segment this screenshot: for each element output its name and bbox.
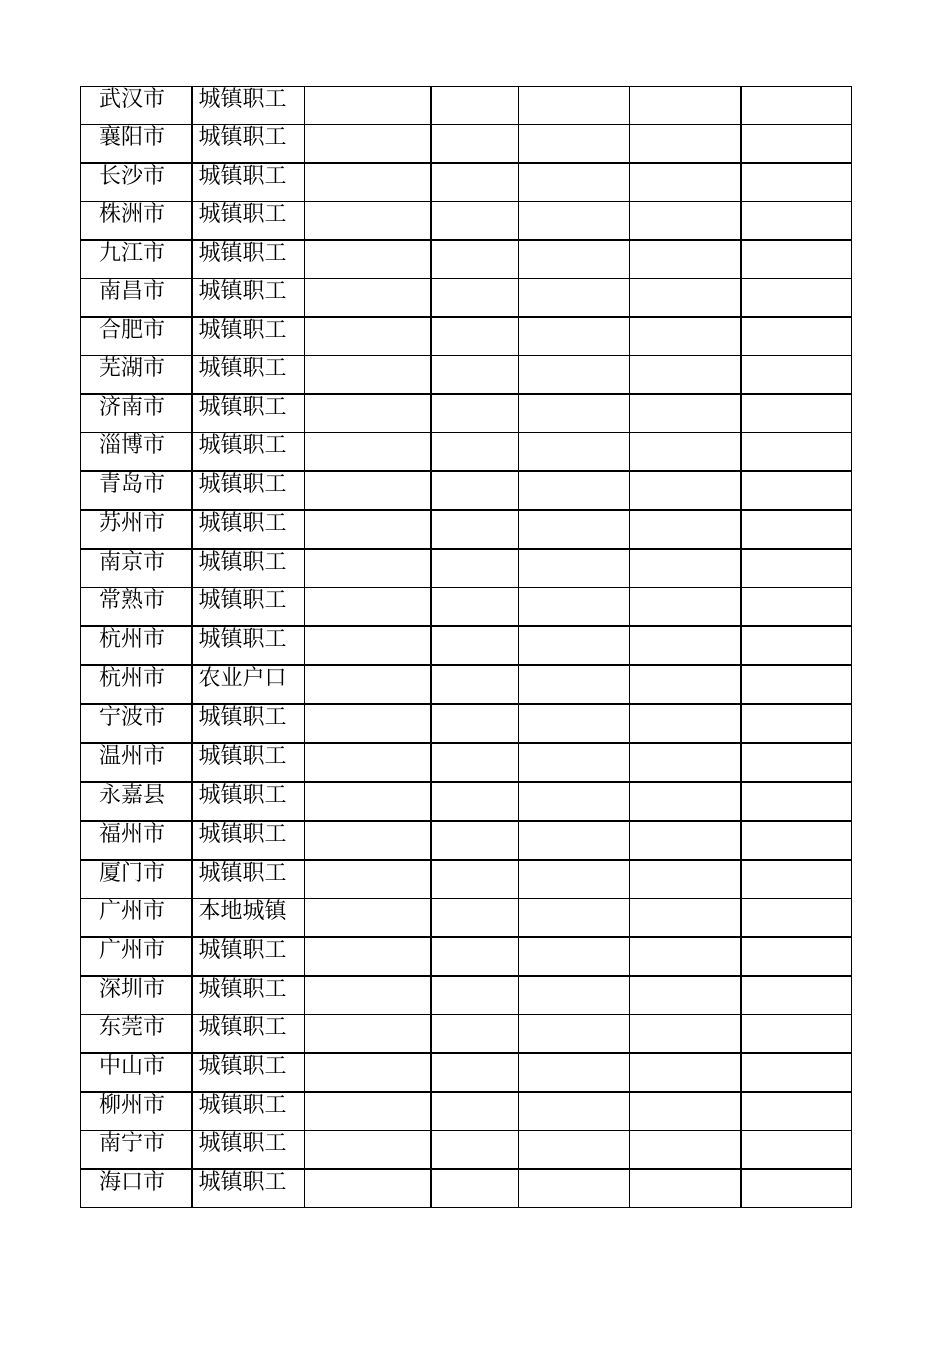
city-cell: 常熟市 [81,588,192,627]
empty-cell [431,899,519,938]
table-row [81,899,852,938]
empty-cell [519,240,630,279]
insurance-type-cell: 城镇职工 [192,976,305,1015]
table-row [81,433,852,472]
insurance-type-cell: 城镇职工 [192,433,305,472]
empty-cell [305,1131,431,1170]
empty-cell [519,394,630,433]
city-cell: 温州市 [81,743,192,782]
table-row [81,782,852,821]
insurance-type-cell: 城镇职工 [192,743,305,782]
empty-cell [630,937,741,976]
city-cell: 青岛市 [81,471,192,510]
empty-cell [305,87,431,125]
insurance-type-cell: 城镇职工 [192,860,305,899]
city-cell: 南昌市 [81,279,192,318]
empty-cell [630,1092,741,1131]
empty-cell [305,937,431,976]
empty-cell [519,704,630,743]
empty-cell [519,821,630,860]
insurance-type-cell: 城镇职工 [192,240,305,279]
empty-cell [519,279,630,318]
empty-cell [519,976,630,1015]
table-row [81,202,852,241]
empty-cell [519,588,630,627]
empty-cell [431,1092,519,1131]
empty-cell [305,899,431,938]
empty-cell [431,163,519,202]
empty-cell [431,1015,519,1054]
empty-cell [431,471,519,510]
empty-cell [630,279,741,318]
insurance-type-cell: 城镇职工 [192,279,305,318]
empty-cell [519,202,630,241]
empty-cell [305,240,431,279]
empty-cell [431,1169,519,1208]
empty-cell [305,394,431,433]
city-cell: 武汉市 [81,87,192,125]
table-row [81,976,852,1015]
empty-cell [305,743,431,782]
insurance-type-cell: 城镇职工 [192,782,305,821]
insurance-type-cell: 城镇职工 [192,821,305,860]
empty-cell [630,860,741,899]
insurance-type-cell: 城镇职工 [192,202,305,241]
empty-cell [741,1015,852,1054]
empty-cell [305,704,431,743]
city-cell: 深圳市 [81,976,192,1015]
empty-cell [519,937,630,976]
insurance-type-cell: 城镇职工 [192,937,305,976]
empty-cell [305,433,431,472]
empty-cell [741,821,852,860]
insurance-type-cell: 城镇职工 [192,588,305,627]
table-row [81,240,852,279]
insurance-type-cell: 城镇职工 [192,317,305,356]
empty-cell [741,202,852,241]
city-cell: 中山市 [81,1053,192,1092]
empty-cell [431,1053,519,1092]
empty-cell [630,743,741,782]
city-cell: 海口市 [81,1169,192,1208]
empty-cell [630,317,741,356]
insurance-type-cell: 城镇职工 [192,549,305,588]
table-row [81,704,852,743]
empty-cell [431,317,519,356]
city-cell: 合肥市 [81,317,192,356]
table-row [81,549,852,588]
empty-cell [431,937,519,976]
city-cell: 宁波市 [81,704,192,743]
table-row [81,87,852,125]
empty-cell [519,665,630,704]
empty-cell [741,87,852,125]
empty-cell [431,394,519,433]
empty-cell [741,510,852,549]
empty-cell [741,588,852,627]
empty-cell [431,549,519,588]
empty-cell [305,665,431,704]
empty-cell [630,87,741,125]
empty-cell [431,588,519,627]
city-cell: 杭州市 [81,665,192,704]
empty-cell [519,549,630,588]
empty-cell [630,202,741,241]
table-row [81,279,852,318]
empty-cell [305,1092,431,1131]
table-row [81,665,852,704]
table-body [81,87,852,1208]
insurance-type-cell: 城镇职工 [192,356,305,395]
table-row [81,1169,852,1208]
table-row [81,125,852,164]
city-cell: 东莞市 [81,1015,192,1054]
empty-cell [305,1015,431,1054]
empty-cell [741,1169,852,1208]
empty-cell [519,1015,630,1054]
insurance-type-cell: 城镇职工 [192,87,305,125]
empty-cell [630,1053,741,1092]
city-cell: 南京市 [81,549,192,588]
empty-cell [305,202,431,241]
empty-cell [630,549,741,588]
empty-cell [431,279,519,318]
empty-cell [305,860,431,899]
empty-cell [431,87,519,125]
empty-cell [630,433,741,472]
empty-cell [305,976,431,1015]
table-row [81,626,852,665]
empty-cell [741,976,852,1015]
insurance-type-cell: 城镇职工 [192,1053,305,1092]
empty-cell [630,976,741,1015]
city-cell: 杭州市 [81,626,192,665]
empty-cell [431,433,519,472]
table-row [81,1015,852,1054]
empty-cell [741,240,852,279]
empty-cell [741,1053,852,1092]
empty-cell [519,626,630,665]
empty-cell [519,1092,630,1131]
table-row [81,1092,852,1131]
insurance-type-cell: 本地城镇 [192,899,305,938]
empty-cell [519,87,630,125]
empty-cell [630,588,741,627]
table-row [81,510,852,549]
empty-cell [630,704,741,743]
city-cell: 南宁市 [81,1131,192,1170]
empty-cell [431,240,519,279]
table-row [81,860,852,899]
table-row [81,471,852,510]
empty-cell [630,899,741,938]
empty-cell [431,626,519,665]
city-cell: 柳州市 [81,1092,192,1131]
empty-cell [519,1053,630,1092]
empty-cell [630,240,741,279]
empty-cell [305,471,431,510]
empty-cell [519,860,630,899]
empty-cell [431,202,519,241]
table-row [81,356,852,395]
empty-cell [305,356,431,395]
city-cell: 长沙市 [81,163,192,202]
empty-cell [305,510,431,549]
contribution-table [80,86,852,1208]
empty-cell [741,279,852,318]
empty-cell [741,549,852,588]
insurance-type-cell: 城镇职工 [192,1131,305,1170]
empty-cell [519,163,630,202]
empty-cell [741,665,852,704]
empty-cell [630,1131,741,1170]
table-row [81,937,852,976]
empty-cell [741,163,852,202]
empty-cell [630,163,741,202]
city-cell: 广州市 [81,899,192,938]
empty-cell [431,510,519,549]
table-row [81,394,852,433]
empty-cell [431,976,519,1015]
empty-cell [630,1169,741,1208]
empty-cell [305,588,431,627]
empty-cell [741,704,852,743]
empty-cell [305,1053,431,1092]
empty-cell [305,1169,431,1208]
insurance-type-cell: 城镇职工 [192,125,305,164]
empty-cell [519,782,630,821]
empty-cell [741,471,852,510]
empty-cell [519,743,630,782]
empty-cell [519,125,630,164]
empty-cell [741,1092,852,1131]
empty-cell [305,317,431,356]
insurance-type-cell: 城镇职工 [192,394,305,433]
empty-cell [741,782,852,821]
empty-cell [630,626,741,665]
empty-cell [630,356,741,395]
empty-cell [519,1131,630,1170]
empty-cell [431,821,519,860]
city-cell: 九江市 [81,240,192,279]
insurance-type-cell: 城镇职工 [192,510,305,549]
empty-cell [305,163,431,202]
empty-cell [630,665,741,704]
empty-cell [630,510,741,549]
insurance-type-cell: 城镇职工 [192,1092,305,1131]
table-row [81,163,852,202]
table-row [81,1053,852,1092]
empty-cell [741,937,852,976]
table-row [81,743,852,782]
empty-cell [519,471,630,510]
empty-cell [741,899,852,938]
city-cell: 济南市 [81,394,192,433]
insurance-type-cell: 城镇职工 [192,1015,305,1054]
insurance-type-cell: 城镇职工 [192,626,305,665]
city-cell: 苏州市 [81,510,192,549]
empty-cell [431,356,519,395]
city-cell: 永嘉县 [81,782,192,821]
city-cell: 广州市 [81,937,192,976]
insurance-type-cell: 农业户口 [192,665,305,704]
empty-cell [305,279,431,318]
empty-cell [741,743,852,782]
empty-cell [630,125,741,164]
empty-cell [431,665,519,704]
empty-cell [305,821,431,860]
empty-cell [630,782,741,821]
insurance-type-cell: 城镇职工 [192,1169,305,1208]
empty-cell [305,626,431,665]
empty-cell [741,394,852,433]
empty-cell [431,782,519,821]
table-row [81,317,852,356]
city-cell: 芜湖市 [81,356,192,395]
empty-cell [519,510,630,549]
empty-cell [519,1169,630,1208]
empty-cell [305,549,431,588]
city-cell: 厦门市 [81,860,192,899]
empty-cell [741,317,852,356]
empty-cell [305,125,431,164]
empty-cell [741,1131,852,1170]
empty-cell [741,433,852,472]
empty-cell [519,899,630,938]
empty-cell [519,433,630,472]
insurance-type-cell: 城镇职工 [192,163,305,202]
empty-cell [431,704,519,743]
city-cell: 淄博市 [81,433,192,472]
city-cell: 株洲市 [81,202,192,241]
empty-cell [741,626,852,665]
empty-cell [630,394,741,433]
table-row [81,1131,852,1170]
city-cell: 福州市 [81,821,192,860]
empty-cell [431,743,519,782]
empty-cell [431,860,519,899]
empty-cell [519,317,630,356]
empty-cell [741,860,852,899]
table-row [81,821,852,860]
empty-cell [741,356,852,395]
empty-cell [305,782,431,821]
empty-cell [630,821,741,860]
insurance-type-cell: 城镇职工 [192,704,305,743]
empty-cell [519,356,630,395]
empty-cell [431,1131,519,1170]
empty-cell [630,471,741,510]
table-row [81,588,852,627]
empty-cell [431,125,519,164]
city-cell: 襄阳市 [81,125,192,164]
empty-cell [741,125,852,164]
empty-cell [630,1015,741,1054]
insurance-type-cell: 城镇职工 [192,471,305,510]
